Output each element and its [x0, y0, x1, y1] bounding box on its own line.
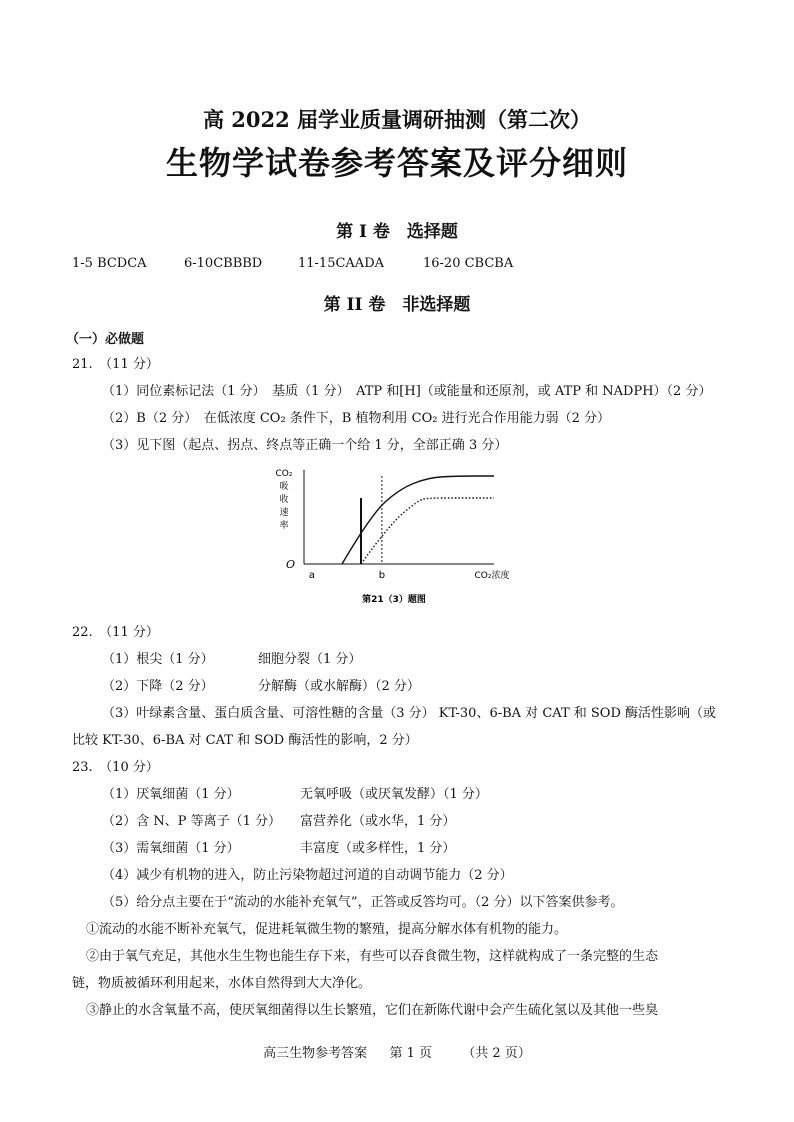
- q22-answer-3: （3）叶绿素含量、蛋白质含量、可溶性糖的含量（3 分） KT-30、6-BA 对 CAT 和 SOD 酶活性影响（或: [102, 706, 716, 721]
- exam-title: 高 2022 届学业质量调研抽测（第二次）: [202, 107, 592, 132]
- answer-group-4: 16-20 CBCBA: [423, 256, 514, 271]
- q22-answer-3-cont: 比较 KT-30、6-BA 对 CAT 和 SOD 酶活性的影响，2 分）: [72, 733, 418, 748]
- q23-answer-4: （4）减少有机物的进入，防止污染物超过河道的自动调节能力（2 分）: [102, 868, 513, 883]
- part2-title: 第 II 卷 非选择题: [323, 295, 471, 315]
- doc-title: 生物学试卷参考答案及评分细则: [165, 144, 628, 182]
- q22-answer-2b: 分解酶（或水解酶）（2 分）: [258, 679, 420, 694]
- answer-group-1: 1-5 BCDCA: [72, 256, 147, 271]
- section-heading: （一）必做题: [66, 332, 145, 347]
- footer-page: 第 1 页: [389, 1046, 432, 1061]
- series-solid-line: [342, 476, 494, 564]
- footer-doc-name: 高三生物参考答案: [263, 1046, 368, 1061]
- q23-point-3: ③静止的水含氧量不高，使厌氧细菌得以生长繁殖，它们在新陈代谢中会产生硫化氢以及其他一些臭: [86, 1003, 659, 1018]
- q21-answer-1: （1）同位素标记法（1 分） 基质（1 分） ATP 和[H]（或能量和还原剂，或 ATP 和 NADPH）（2 分）: [102, 384, 712, 399]
- q22-answer-1b: 细胞分裂（1 分）: [258, 652, 362, 667]
- q22-answer-1a: （1）根尖（1 分）: [102, 652, 214, 667]
- x-tick-label-b: b: [378, 570, 386, 581]
- q21-chart: [270, 462, 530, 612]
- q23-point-2-cont: 链，物质被循环利用起来，水体自然得到大大净化。: [72, 976, 372, 991]
- page-footer: [0, 1042, 794, 1061]
- chart-title: 第21（3）题图: [362, 595, 426, 605]
- chart-svg: [270, 462, 530, 612]
- x-tick-label-a: a: [308, 570, 316, 581]
- q23-answer-2b: 富营养化（或水华，1 分）: [300, 814, 456, 829]
- answer-group-2: 6-10CBBBD: [184, 256, 263, 271]
- q22-answer-2a: （2）下降（2 分）: [102, 679, 214, 694]
- q23-point-1: ①流动的水能不断补充氧气，促进耗氧微生物的繁殖，提高分解水体有机物的能力。: [86, 922, 568, 937]
- answer-group-3: 11-15CAADA: [298, 256, 385, 271]
- y-axis-label: CO₂ 吸收速率: [275, 469, 293, 531]
- footer-total: （共 2 页）: [462, 1046, 531, 1061]
- q21-heading: 21. （11 分）: [72, 357, 159, 372]
- q23-answer-3a: （3）需氧细菌（1 分）: [102, 841, 240, 856]
- q23-answer-3b: 丰富度（或多样性，1 分）: [300, 841, 456, 856]
- series-dotted-line: [361, 498, 494, 564]
- q22-heading: 22. （11 分）: [72, 625, 159, 640]
- part1-title: 第 I 卷 选择题: [336, 222, 458, 242]
- q21-answer-2: （2）B（2 分） 在低浓度 CO₂ 条件下，B 植物利用 CO₂ 进行光合作用能力弱（2 分）: [102, 411, 610, 426]
- q23-answer-2a: （2）含 N、P 等离子（1 分）: [102, 814, 282, 829]
- q23-answer-1b: 无氧呼吸（或厌氧发酵）（1 分）: [300, 787, 488, 802]
- q23-answer-5: （5）给分点主要在于“流动的水能补充氧气”，正答或反答均可。（2 分）以下答案供参考。: [102, 895, 624, 910]
- q21-answer-3: （3）见下图（起点、拐点、终点等正确一个给 1 分，全部正确 3 分）: [102, 438, 508, 453]
- q23-heading: 23. （10 分）: [72, 760, 159, 775]
- origin-label: O: [286, 558, 296, 571]
- q23-answer-1a: （1）厌氧细菌（1 分）: [102, 787, 240, 802]
- q23-point-2: ②由于氧气充足，其他水生生物也能生存下来，有些可以吞食微生物，这样就构成了一条完整的生态: [86, 949, 659, 964]
- x-axis-label: CO₂浓度: [474, 571, 510, 581]
